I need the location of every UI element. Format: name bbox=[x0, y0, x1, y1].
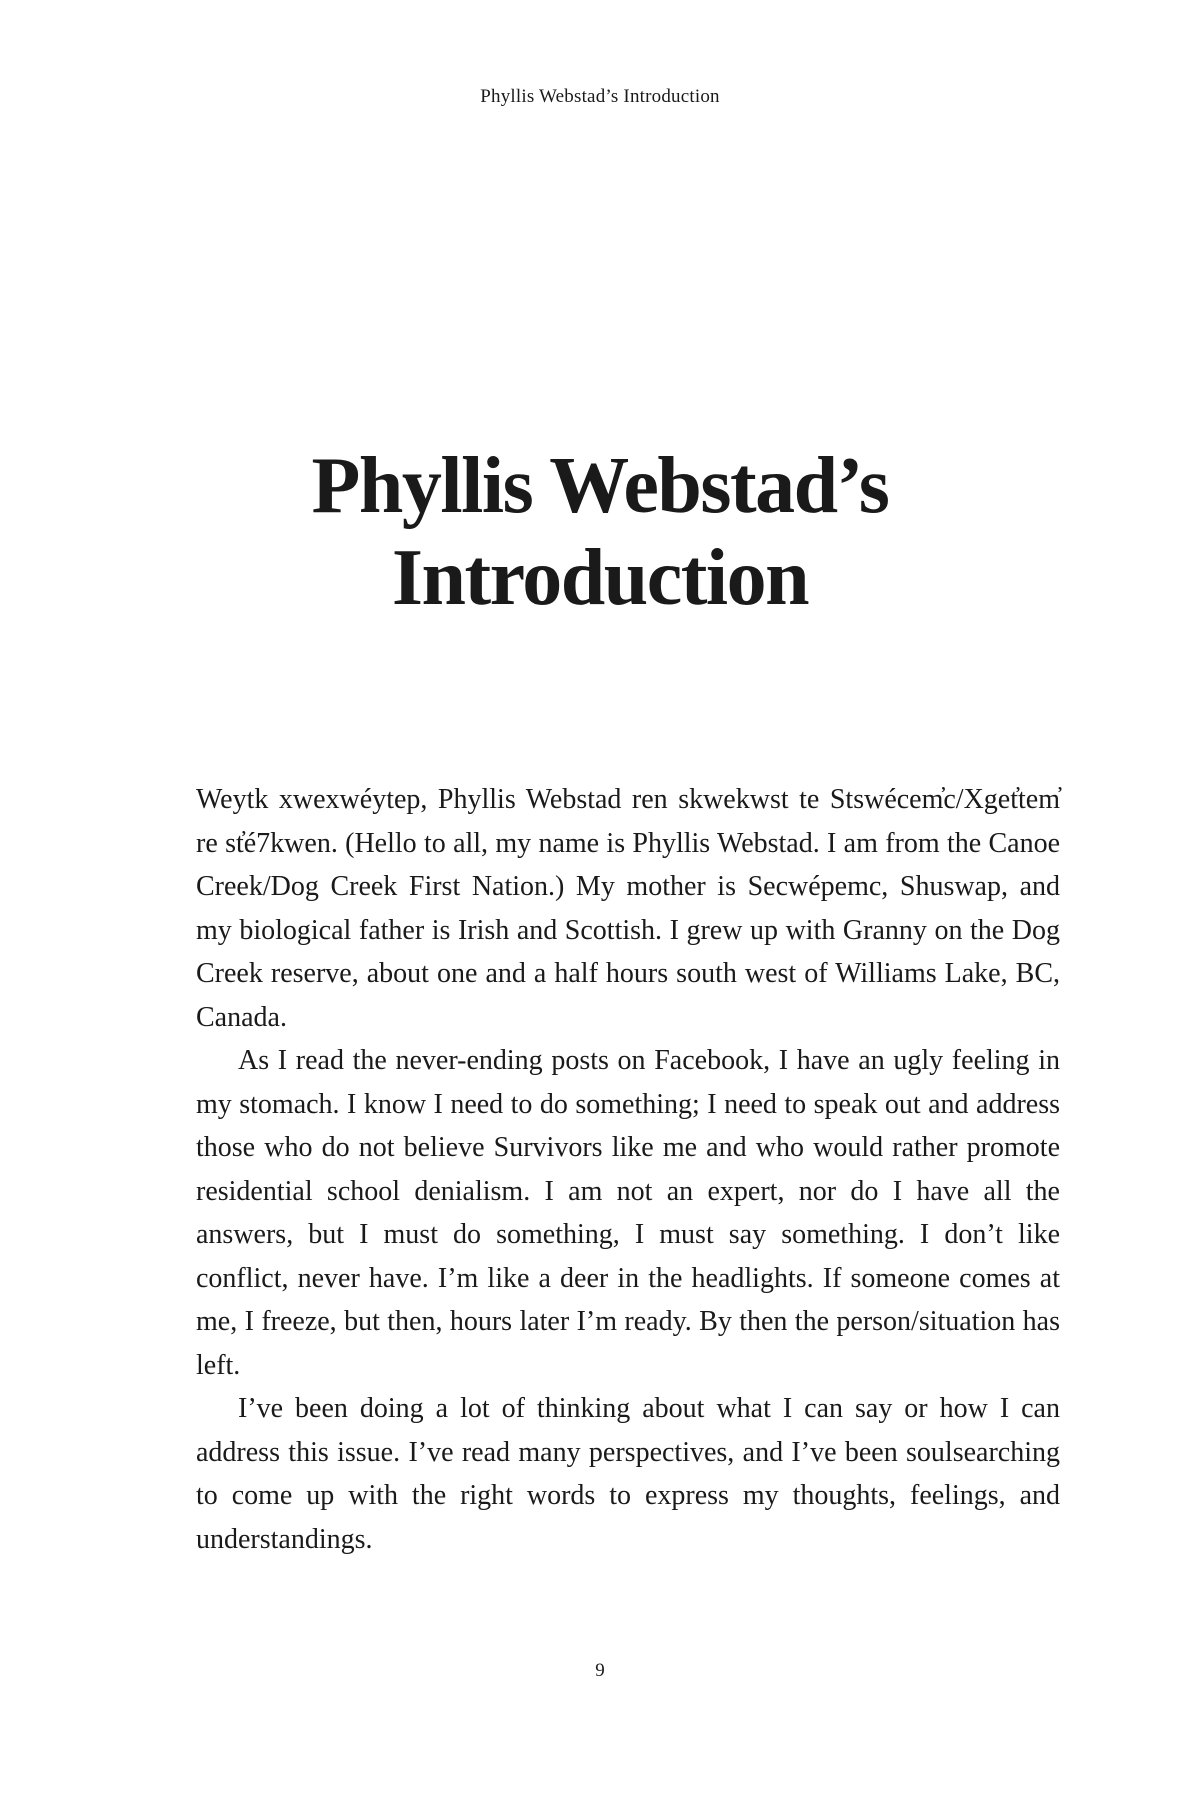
page-number: 9 bbox=[595, 1660, 605, 1681]
paragraph-2: As I read the never-ending posts on Facebook, I have an ugly feeling in my stomach. I know I need to do something; I need to speak out and address those who do not believe Survivors like me and who would rather promote residential school denialism. I am not an expert, nor do I have all the answers, but I must do something, I must say something. I don’t like conflict, never have. I’m like a deer in the headlights. If someone comes at me, I freeze, but then, hours later I’m ready. By then the person/situation has left. bbox=[196, 1045, 1060, 1381]
paragraph-1: Weytk xwexwéytep, Phyllis Webstad ren skwekwst te Stswécem̓c/Xget̓tem̓ re st̓é7kwen. (Hello to all, my name is Phyllis Webstad. I am from the Canoe Creek/Dog Creek First Nation.) My mother is Secwépemc, Shuswap, and my biological father is Irish and Scottish. I grew up with Granny on the Dog Creek reserve, about one and a half hours south west of Williams Lake, BC, Canada. bbox=[196, 784, 1060, 1033]
running-header: Phyllis Webstad’s Introduction bbox=[480, 86, 720, 107]
chapter-title bbox=[0, 440, 1200, 624]
chapter-title-line-2: Introduction bbox=[391, 534, 809, 622]
paragraph-3: I’ve been doing a lot of thinking about what I can say or how I can address this issue. I’ve read many perspectives, and I’ve been soulsearching to come up with the right words to express my thoughts, feelings, and understandings. bbox=[196, 1393, 1060, 1555]
body-text bbox=[196, 778, 1060, 1561]
chapter-title-line-1: Phyllis Webstad’s bbox=[311, 442, 889, 530]
